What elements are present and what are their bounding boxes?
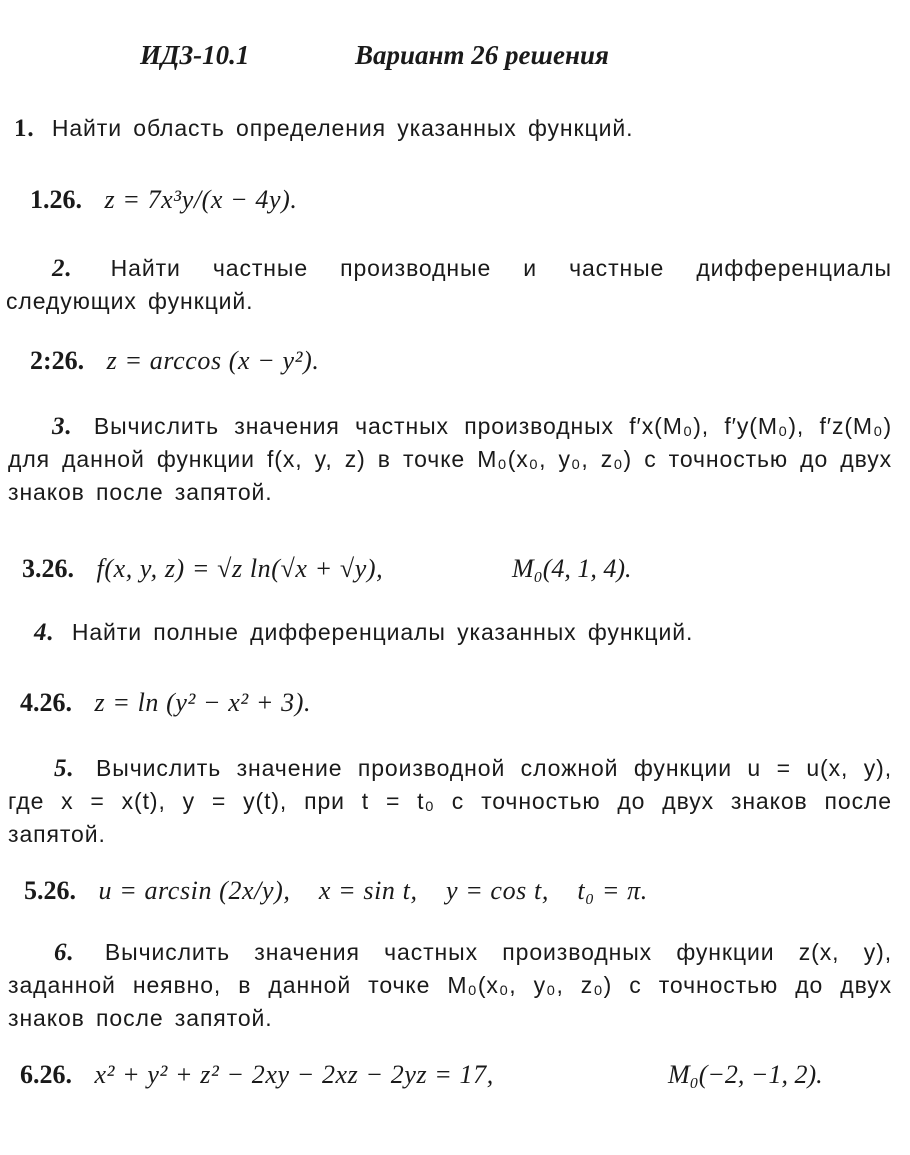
formula-number: 2:26. (30, 346, 85, 375)
task-number: 3. (52, 413, 73, 440)
task-number: 5. (54, 755, 75, 782)
task-number: 6. (54, 939, 75, 966)
formula-expression: x² + y² + z² − 2xy − 2xz − 2yz = 17, (94, 1060, 494, 1089)
formula-1 (30, 183, 910, 217)
task-text: Вычислить значения частных производных функции z(x, y), заданной неявно, в данной точке M₀(x₀, y₀, z₀) с точностью до двух знаков после запятой. (8, 939, 892, 1031)
formula-number: 5.26. (24, 876, 76, 905)
task-2 (6, 252, 892, 318)
variant-title: Вариант 26 решения (355, 40, 609, 70)
document-header (0, 40, 910, 80)
task-text: Найти частные производные и частные дифференциалы следующих функций. (6, 255, 892, 314)
formula-point: M₀(4, 1, 4). (512, 554, 632, 583)
formula-expression: f(x, y, z) = √z ln(√x + √y), (96, 554, 384, 583)
formula-point: M₀(−2, −1, 2). (668, 1060, 823, 1089)
task-number: 2. (52, 255, 73, 282)
formula-expression: z = ln (y² − x² + 3). (94, 688, 312, 717)
task-1 (14, 112, 894, 145)
formula-3 (22, 552, 910, 586)
task-3 (8, 410, 892, 509)
task-text: Вычислить значение производной сложной функции u = u(x, y), где x = x(t), y = y(t), при t = t₀ с точностью до двух знаков после запятой. (8, 755, 892, 847)
task-5 (8, 752, 892, 851)
formula-number: 1.26. (30, 185, 82, 214)
formula-number: 3.26. (22, 554, 74, 583)
task-6 (8, 936, 892, 1035)
task-text: Вычислить значения частных производных f′x(M₀), f′y(M₀), f′z(M₀) для данной функции f(x, y, z) в точке M₀(x₀, y₀, z₀) с точностью до двух знаков после запятой. (8, 413, 892, 505)
formula-4 (20, 686, 910, 720)
formula-6 (20, 1058, 910, 1092)
formula-number: 4.26. (20, 688, 72, 717)
task-number: 4. (34, 619, 55, 646)
task-text: Найти область определения указанных функций. (51, 115, 634, 141)
formula-5 (24, 874, 910, 908)
formula-expression: z = 7x³y/(x − 4y). (104, 185, 298, 214)
task-text: Найти полные дифференциалы указанных функций. (71, 619, 694, 645)
formula-expression: z = arccos (x − y²). (106, 346, 320, 375)
task-number: 1. (14, 115, 35, 142)
formula-2 (30, 344, 910, 378)
formula-number: 6.26. (20, 1060, 72, 1089)
formula-expression: u = arcsin (2x/y), x = sin t, y = cos t, t₀ = π. (98, 876, 648, 905)
assignment-code: ИДЗ-10.1 (140, 40, 250, 70)
task-4 (34, 616, 894, 649)
